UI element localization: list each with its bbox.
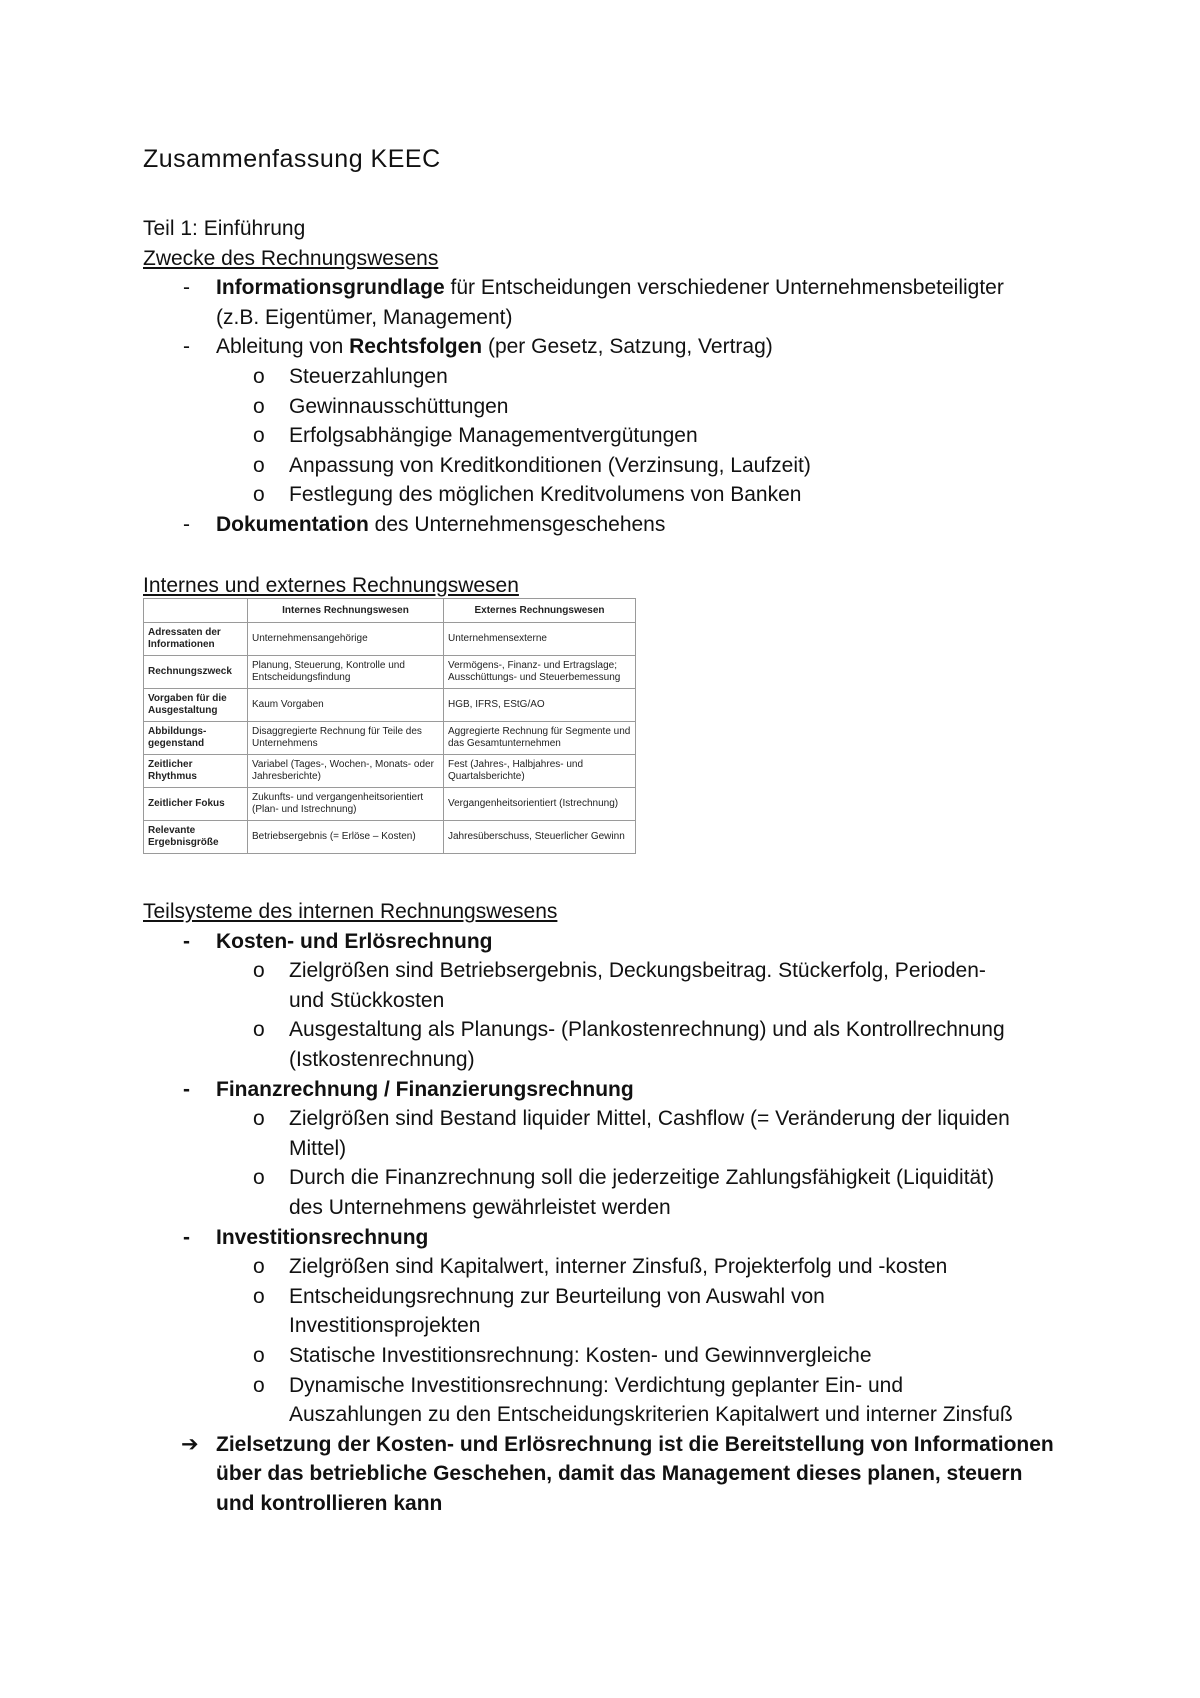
sub-list-item [143, 1163, 1093, 1193]
sub-list-item [143, 1252, 1093, 1282]
arrow-icon: ➔ [181, 1432, 199, 1456]
cell-external: Aggregierte Rechnung für Segmente und das Gesamtunternehmen [444, 722, 636, 755]
sub-list-item [143, 421, 1093, 451]
row-label: Adressaten der Informationen [144, 623, 248, 656]
dash-bullet: - [183, 1077, 190, 1101]
sub-list-item [143, 956, 1093, 986]
sub-list-item [143, 1015, 1093, 1045]
sub-list-continuation: Auszahlungen zu den Entscheidungskriterien Kapitalwert und interner Zinsfuß [289, 1403, 1013, 1427]
list-item [143, 510, 1093, 540]
bold-term: Informationsgrundlage [216, 276, 445, 300]
item-text: für Entscheidungen verschiedener Unternehmensbeteiligter [444, 276, 1004, 300]
circle-bullet: o [253, 424, 265, 448]
item-text: Gewinnausschüttungen [289, 394, 509, 418]
subsystem-title: Kosten- und Erlösrechnung [216, 929, 493, 953]
conclusion-continuation: über das betriebliche Geschehen, damit das Management dieses planen, steuern [216, 1462, 1023, 1486]
subsystem-title: Investitionsrechnung [216, 1225, 429, 1249]
document-title: Zusammenfassung KEEC [143, 145, 441, 173]
table-row [144, 689, 636, 722]
table-header-row [144, 599, 636, 623]
row-label: Abbildungs-gegenstand [144, 722, 248, 755]
list-item [143, 273, 1093, 303]
table-row [144, 722, 636, 755]
item-text: Zielgrößen sind Bestand liquider Mittel, Cashflow (= Veränderung der liquiden [289, 1107, 1010, 1131]
cell-external: Unternehmensexterne [444, 623, 636, 656]
conclusion-text: Zielsetzung der Kosten- und Erlösrechnung ist die Bereitstellung von Informationen [216, 1432, 1054, 1456]
list-item-continuation: (z.B. Eigentümer, Management) [216, 305, 513, 329]
list-item [143, 1223, 1093, 1253]
item-text: des Unternehmensgeschehens [368, 512, 666, 536]
sub-list-item [143, 1104, 1093, 1134]
bold-term: Rechtsfolgen [349, 335, 483, 359]
list-item [143, 927, 1093, 957]
sub-list-item [143, 392, 1093, 422]
conclusion-continuation: und kontrollieren kann [216, 1491, 443, 1515]
item-text: Ausgestaltung als Planungs- (Plankostenrechnung) und als Kontrollrechnung [289, 1018, 1005, 1042]
cell-internal: Zukunfts- und vergangenheitsorientiert (Plan- und Istrechnung) [248, 788, 444, 821]
row-label: Zeitlicher Rhythmus [144, 755, 248, 788]
cell-internal: Disaggregierte Rechnung für Teile des Unternehmens [248, 722, 444, 755]
sub-list-item [143, 480, 1093, 510]
row-label: Relevante Ergebnisgröße [144, 821, 248, 854]
bold-term: Dokumentation [216, 512, 369, 536]
circle-bullet: o [253, 959, 265, 983]
table-row [144, 788, 636, 821]
sub-list-continuation: und Stückkosten [289, 988, 445, 1012]
sub-list-item [143, 1371, 1093, 1401]
subsystems-section [143, 897, 1093, 1518]
circle-bullet: o [253, 453, 265, 477]
table-row [144, 821, 636, 854]
dash-bullet: - [183, 335, 190, 359]
table-header-external: Externes Rechnungswesen [444, 599, 636, 623]
sub-list-continuation: des Unternehmens gewährleistet werden [289, 1195, 671, 1219]
item-text: Statische Investitionsrechnung: Kosten- und Gewinnvergleiche [289, 1343, 872, 1367]
section-title-internes-externes: Internes und externes Rechnungswesen [143, 574, 519, 597]
comparison-table [143, 598, 636, 854]
conclusion-item [143, 1430, 1093, 1460]
dash-bullet: - [183, 512, 190, 536]
circle-bullet: o [253, 1166, 265, 1190]
sub-list-item [143, 1282, 1093, 1312]
item-text: Zielgrößen sind Kapitalwert, interner Zinsfuß, Projekterfolg und -kosten [289, 1255, 948, 1279]
item-text: Dynamische Investitionsrechnung: Verdichtung geplanter Ein- und [289, 1373, 904, 1397]
table-row [144, 755, 636, 788]
subsystem-title: Finanzrechnung / Finanzierungsrechnung [216, 1077, 634, 1101]
item-text: (per Gesetz, Satzung, Vertrag) [482, 335, 773, 359]
circle-bullet: o [253, 1107, 265, 1131]
table-row [144, 656, 636, 689]
cell-internal: Unternehmensangehörige [248, 623, 444, 656]
circle-bullet: o [253, 394, 265, 418]
section-title-zwecke: Zwecke des Rechnungswesens [143, 246, 439, 270]
item-text: Durch die Finanzrechnung soll die jederzeitige Zahlungsfähigkeit (Liquidität) [289, 1166, 995, 1190]
item-text: Entscheidungsrechnung zur Beurteilung von Auswahl von [289, 1284, 825, 1308]
item-text: Ableitung von [216, 335, 350, 359]
cell-internal: Betriebsergebnis (= Erlöse – Kosten) [248, 821, 444, 854]
dash-bullet: - [183, 1225, 190, 1249]
cell-external: Fest (Jahres-, Halbjahres- und Quartalsberichte) [444, 755, 636, 788]
circle-bullet: o [253, 364, 265, 388]
cell-external: Vermögens-, Finanz- und Ertragslage; Ausschüttungs- und Steuerbemessung [444, 656, 636, 689]
part1-section [143, 214, 1093, 540]
sub-list-continuation: (Istkostenrechnung) [289, 1047, 475, 1071]
list-item [143, 1075, 1093, 1105]
cell-internal: Variabel (Tages-, Wochen-, Monats- oder Jahresberichte) [248, 755, 444, 788]
cell-internal: Kaum Vorgaben [248, 689, 444, 722]
table-header-empty [144, 599, 248, 623]
row-label: Vorgaben für die Ausgestaltung [144, 689, 248, 722]
cell-internal: Planung, Steuerung, Kontrolle und Entscheidungsfindung [248, 656, 444, 689]
cell-external: HGB, IFRS, EStG/AO [444, 689, 636, 722]
circle-bullet: o [253, 1018, 265, 1042]
item-text: Anpassung von Kreditkonditionen (Verzinsung, Laufzeit) [289, 453, 811, 477]
sub-list-item [143, 362, 1093, 392]
item-text: Steuerzahlungen [289, 364, 448, 388]
row-label: Rechnungszweck [144, 656, 248, 689]
item-text: Festlegung des möglichen Kreditvolumens von Banken [289, 483, 802, 507]
table-row [144, 623, 636, 656]
item-text: Erfolgsabhängige Managementvergütungen [289, 424, 698, 448]
part-heading: Teil 1: Einführung [143, 217, 306, 240]
circle-bullet: o [253, 1373, 265, 1397]
cell-external: Jahresüberschuss, Steuerlicher Gewinn [444, 821, 636, 854]
sub-list-item [143, 451, 1093, 481]
dash-bullet: - [183, 276, 190, 300]
circle-bullet: o [253, 483, 265, 507]
sub-list-continuation: Mittel) [289, 1136, 347, 1160]
sub-list-item [143, 1341, 1093, 1371]
cell-external: Vergangenheitsorientiert (Istrechnung) [444, 788, 636, 821]
item-text: Zielgrößen sind Betriebsergebnis, Deckungsbeitrag. Stückerfolg, Perioden- [289, 959, 986, 983]
list-item [143, 332, 1093, 362]
row-label: Zeitlicher Fokus [144, 788, 248, 821]
circle-bullet: o [253, 1255, 265, 1279]
sub-list-continuation: Investitionsprojekten [289, 1314, 481, 1338]
circle-bullet: o [253, 1343, 265, 1367]
dash-bullet: - [183, 929, 190, 953]
circle-bullet: o [253, 1284, 265, 1308]
table-header-internal: Internes Rechnungswesen [248, 599, 444, 623]
section-title-teilsysteme: Teilsysteme des internen Rechnungswesens [143, 900, 558, 923]
